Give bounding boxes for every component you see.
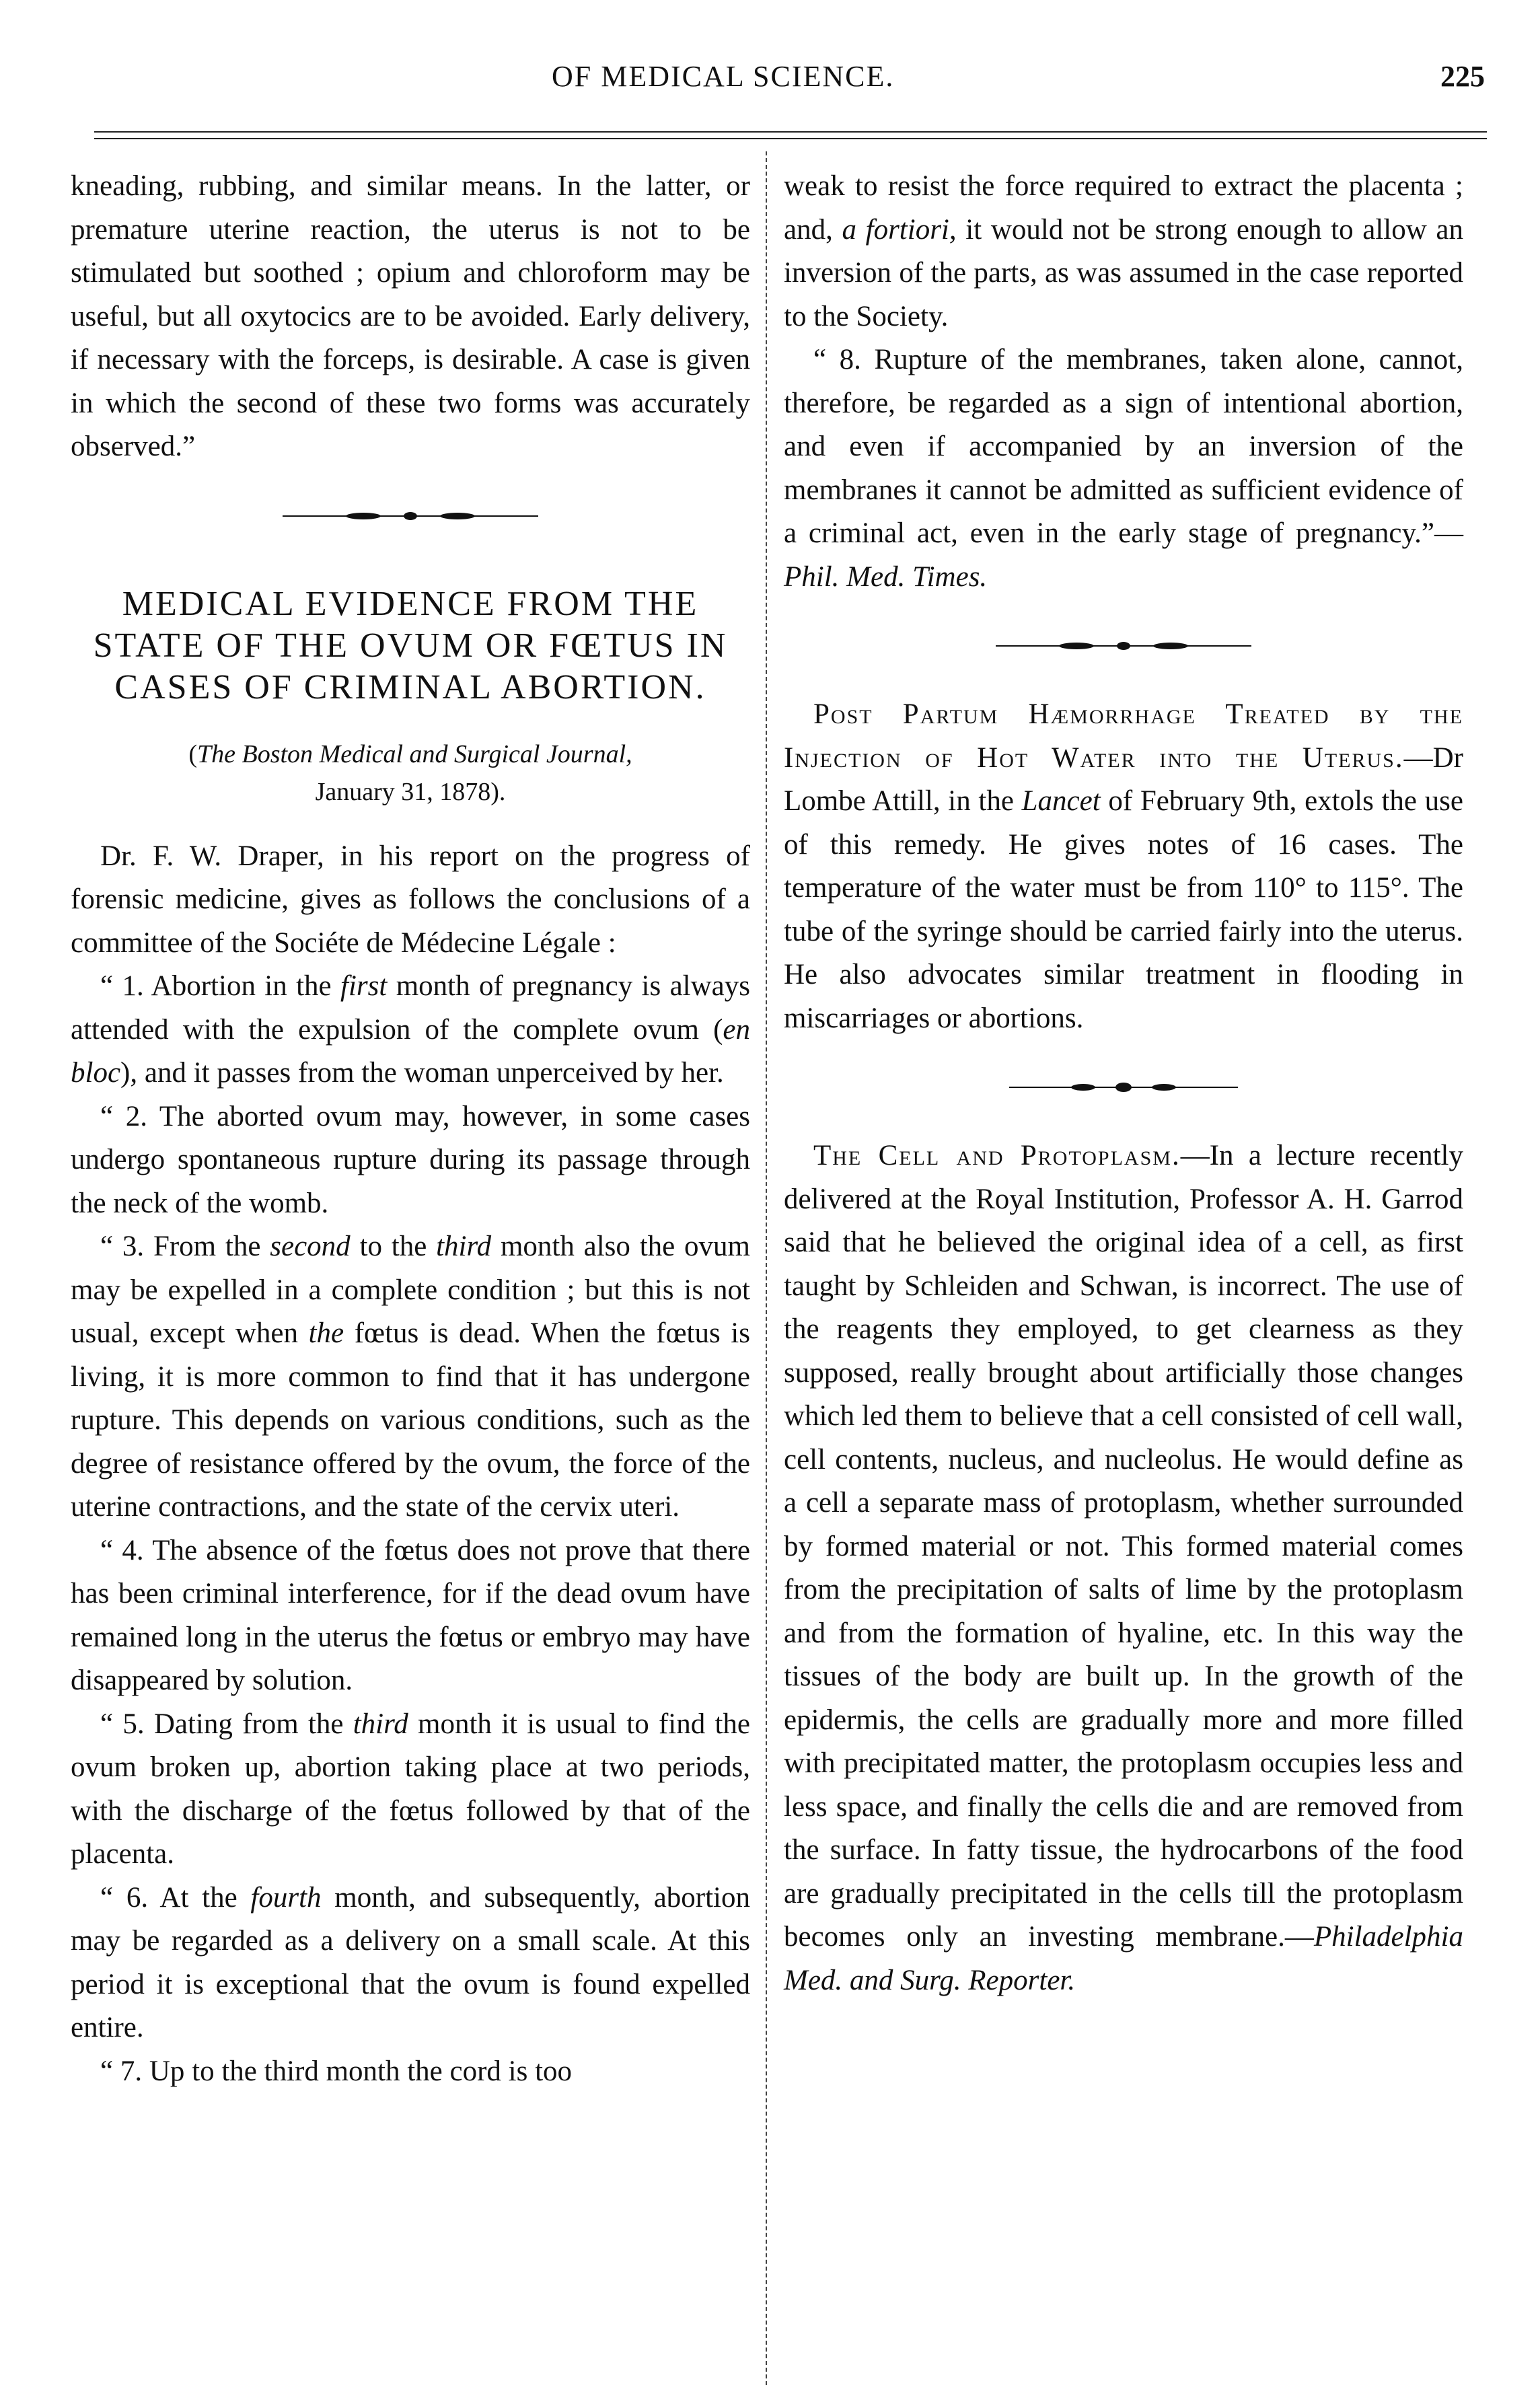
conclusion-1 <box>71 965 750 1095</box>
paragraph-continued <box>784 165 1463 338</box>
text-run: to the <box>350 1231 437 1262</box>
emphasis: Phil. Med. Times. <box>784 560 988 593</box>
emphasis: third <box>353 1708 408 1740</box>
source-citation <box>71 735 750 811</box>
column-divider <box>766 151 767 2385</box>
text-run: “ 5. Dating from the <box>100 1708 353 1740</box>
text-run: “ 3. From the <box>100 1231 270 1262</box>
paragraph-continued: kneading, rubbing, and similar means. In the latter, or premature uterine reaction, the uterus is not to be stimulated but soothed ; opium and chloroform may be useful, but all oxytocics are to be avoided. Early delivery, if necessary with the forceps, is desirable. A case is given in which the second of these two forms was accurately observed.” <box>71 170 750 462</box>
emphasis: en bloc <box>71 1013 750 1089</box>
emphasis: Philadelphia Med. and Surg. Reporter. <box>784 1921 1463 1996</box>
conclusion-7: “ 7. Up to the third month the cord is too <box>100 2055 573 2087</box>
text-run: “ 8. Rupture of the membranes, taken alone, cannot, therefore, be regarded as a sign of intentional abortion, and even if accompanied by an inversion of the membranes it cannot be admitted as sufficient evidence of a criminal act, even in the early stage of pregnancy.”— <box>784 344 1463 549</box>
text-run: fœtus is dead. When the fœtus is living, it is more common to find that it has undergone rupture. This depends on various conditions, such as the degree of resistance offered by the ovum, the force of the uterine contractions, and the state of the cervix uteri. <box>71 1317 750 1523</box>
ornamental-rule-icon <box>71 469 750 563</box>
article-title: Post Partum Hæmorrhage Treated by the Injection of Hot Water into the Uterus. <box>784 698 1463 774</box>
article-title: The Cell and Protoplasm. <box>813 1140 1181 1171</box>
emphasis: fourth <box>250 1881 322 1914</box>
text-run: —In a lecture recently delivered at the Royal Institution, Professor A. H. Garrod said that he believed the original idea of a cell, as first taught by Schleiden and Schwan, is incorrect. The use of the reagents they employed, to get clearness as they supposed, really brought about artificially those changes which led them to believe that a cell consisted of cell wall, cell contents, nucleus, and nucleolus. He would define as a cell a separate mass of protoplasm, whether surrounded by formed material or not. This formed material comes from the precipitation of salts of lime by the protoplasm and from the formation of hyaline, etc. In this way the tissues of the body are built up. In the growth of the epidermis, the cells are gradually more and more filled with precipitated matter, the protoplasm occupies less and less space, and finally the cells die and are removed from the surface. In fatty tissue, the hydrocarbons of the food are gradually precipitated in the cells till the protoplasm becomes only an investing membrane.— <box>784 1140 1464 1953</box>
page-number: 225 <box>1440 60 1485 93</box>
text-run: “ 6. At the <box>100 1881 251 1914</box>
conclusion-3 <box>71 1225 750 1529</box>
emphasis: first <box>340 970 388 1002</box>
text-run: month of pregnancy is always attended with the expulsion of the complete ovum ( <box>71 970 750 1046</box>
article-post-partum-haemorrhage <box>784 693 1463 1040</box>
text-run: weak to resist the force required to extract the placenta ; and, <box>784 170 1463 246</box>
intro-paragraph: Dr. F. W. Draper, in his report on the progress of forensic medicine, gives as follows the conclusions of a committee of the Sociéte de Médecine Légale : <box>71 840 750 959</box>
text-run: month, and subsequently, abortion may be regarded as a delivery on a small scale. At this period it is exceptional that the ovum is found expelled entire. <box>71 1881 750 2043</box>
source-journal: The Boston Medical and Surgical Journal, <box>197 739 632 768</box>
text-run: of February 9th, extols the use of this remedy. He gives notes of 16 cases. The temperature of the water must be from 110° to 115°. The tube of the syringe should be carried fairly into the uterus. He also advocates similar treatment in flooding in miscarriages or abortions. <box>784 785 1463 1034</box>
running-head <box>0 59 1540 106</box>
ornamental-rule-icon <box>784 1040 1463 1134</box>
left-column <box>71 165 750 2093</box>
emphasis: third <box>436 1231 492 1262</box>
header-rule <box>94 131 1487 133</box>
text-run: month also the ovum may be expelled in a complete condition ; but this is not usual, except when <box>71 1231 751 1349</box>
conclusion-5 <box>71 1703 750 1877</box>
conclusion-2: “ 2. The aborted ovum may, however, in some cases undergo spontaneous rupture during its passage through the neck of the womb. <box>71 1100 750 1219</box>
emphasis: the <box>308 1317 344 1349</box>
emphasis: second <box>270 1231 351 1262</box>
text-run: it would not be strong enough to allow an inversion of the parts, as was assumed in the case reported to the Society. <box>784 213 1463 332</box>
ornamental-rule-icon <box>784 599 1463 693</box>
right-column <box>784 165 1463 2002</box>
conclusion-4: “ 4. The absence of the fœtus does not prove that there has been criminal interference, for if the dead ovum have remained long in the uterus the fœtus or embryo may have disappeared by solution. <box>71 1534 750 1696</box>
conclusion-8 <box>784 338 1463 599</box>
text-run: ), and it passes from the woman unperceived by her. <box>120 1057 724 1089</box>
emphasis: a fortiori, <box>842 213 957 246</box>
conclusion-6 <box>71 1877 750 2050</box>
text-run: “ 1. Abortion in the <box>100 970 341 1002</box>
source-open-paren: ( <box>188 739 197 768</box>
emphasis: Lancet <box>1021 785 1101 817</box>
article-cell-and-protoplasm <box>784 1134 1463 2002</box>
text-run: —Dr Lombe Attill, in the <box>784 741 1463 817</box>
source-date: January 31, 1878). <box>315 777 506 806</box>
text-run: month it is usual to find the ovum broken up, abortion taking place at two periods, with the discharge of the fœtus followed by that of the placenta. <box>71 1708 750 1870</box>
running-title: OF MEDICAL SCIENCE. <box>552 60 895 93</box>
header-rule <box>94 138 1487 139</box>
article-heading: MEDICAL EVIDENCE FROM THE STATE OF THE OVUM OR FŒTUS IN CASES OF CRIMINAL ABORTION. <box>93 584 728 706</box>
